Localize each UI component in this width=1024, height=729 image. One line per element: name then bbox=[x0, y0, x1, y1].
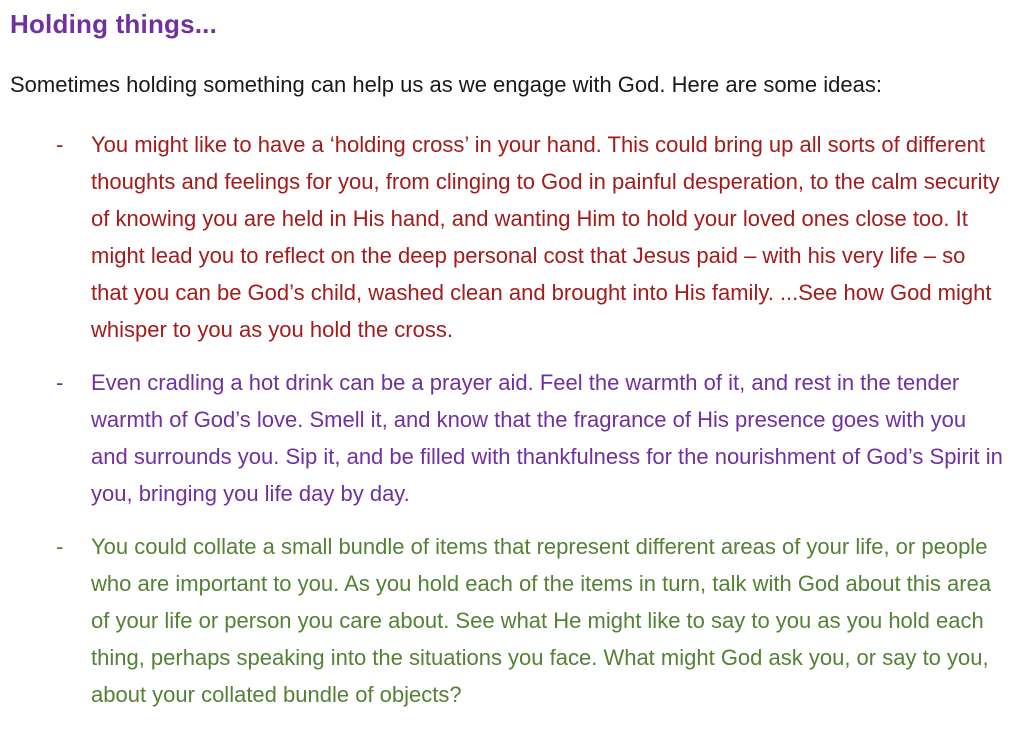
bullet-item-hot-drink bbox=[10, 364, 1008, 512]
bullet-dash: - bbox=[56, 370, 64, 395]
bullet-text-holding-cross: You might like to have a ‘holding cross’ in your hand. This could bring up all sorts of different thoughts and feelings for you, from clinging to God in painful desperation, to the calm security of knowing you are held in His hand, and wanting Him to hold your loved ones close too. It might lead you to reflect on the deep personal cost that Jesus paid – with his very life – so that you can be God’s child, washed clean and brought into His family. ...See how God might whisper to you as you hold the cross. bbox=[91, 132, 1000, 342]
bullet-text-hot-drink: Even cradling a hot drink can be a prayer aid. Feel the warmth of it, and rest in the tender warmth of God’s love. Smell it, and know that the fragrance of His presence goes with you and surrounds you. Sip it, and be filled with thankfulness for the nourishment of God’s Spirit in you, bringing you life day by day. bbox=[91, 370, 1003, 506]
intro-paragraph: Sometimes holding something can help us as we engage with God. Here are some ideas: bbox=[10, 72, 882, 97]
bullet-item-holding-cross bbox=[10, 126, 1008, 348]
page-title: Holding things... bbox=[10, 9, 218, 39]
bullet-dash: - bbox=[56, 132, 64, 157]
bullet-dash: - bbox=[56, 534, 64, 559]
bullet-text-bundle-of-items: You could collate a small bundle of items that represent different areas of your life, or people who are important to you. As you hold each of the items in turn, talk with God about this area of your life or person you care about. See what He might like to say to you as you hold each thing, perhaps speaking into the situations you face. What might God ask you, or say to you, about your collated bundle of objects? bbox=[91, 534, 992, 707]
bullet-item-bundle-of-items bbox=[10, 528, 1008, 713]
